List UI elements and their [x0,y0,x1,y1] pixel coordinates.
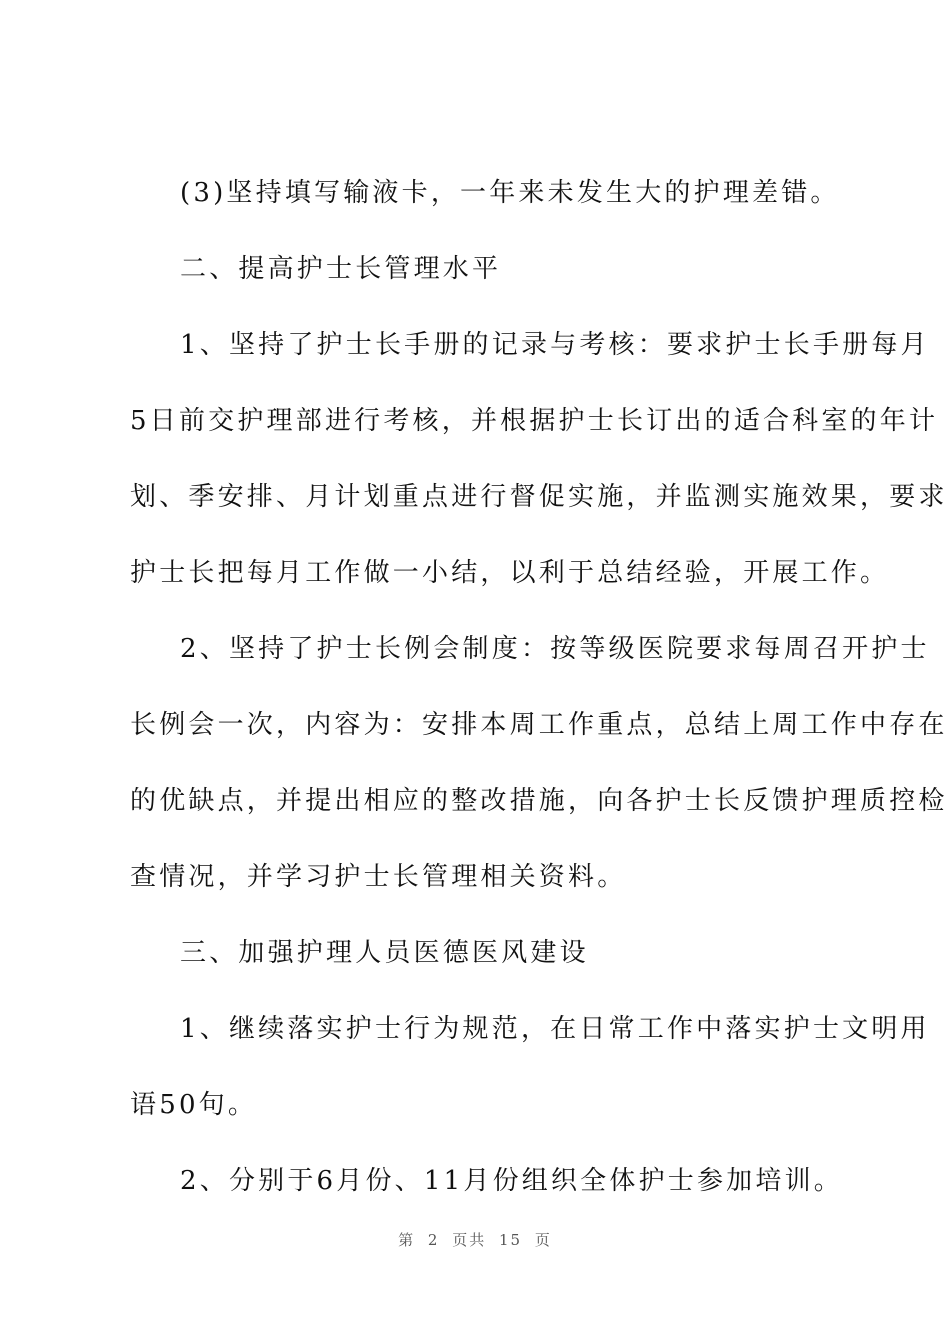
paragraph-line: 的优缺点，并提出相应的整改措施，向各护士长反馈护理质控检 [130,786,948,816]
paragraph-line: (3)坚持填写输液卡，一年来未发生大的护理差错。 [180,178,840,208]
paragraph-line: 2、坚持了护士长例会制度：按等级医院要求每周召开护士 [180,634,930,664]
paragraph-line: 2、分别于6月份、11月份组织全体护士参加培训。 [180,1166,843,1196]
paragraph-line: 划、季安排、月计划重点进行督促实施，并监测实施效果，要求 [130,482,948,512]
paragraph-line: 5日前交护理部进行考核，并根据护士长订出的适合科室的年计 [130,406,939,436]
paragraph-line: 查情况，并学习护士长管理相关资料。 [130,862,627,892]
paragraph-line: 长例会一次，内容为：安排本周工作重点，总结上周工作中存在 [130,710,948,740]
section-heading: 二、提高护士长管理水平 [180,254,502,284]
section-heading: 三、加强护理人员医德医风建设 [180,938,589,968]
paragraph-line: 1、继续落实护士行为规范，在日常工作中落实护士文明用 [180,1014,930,1044]
paragraph-line: 1、坚持了护士长手册的记录与考核：要求护士长手册每月 [180,330,930,360]
paragraph-line: 护士长把每月工作做一小结，以利于总结经验，开展工作。 [130,558,890,588]
page-footer: 第 2 页共 15 页 [398,1231,552,1249]
paragraph-line: 语50句。 [130,1090,258,1120]
